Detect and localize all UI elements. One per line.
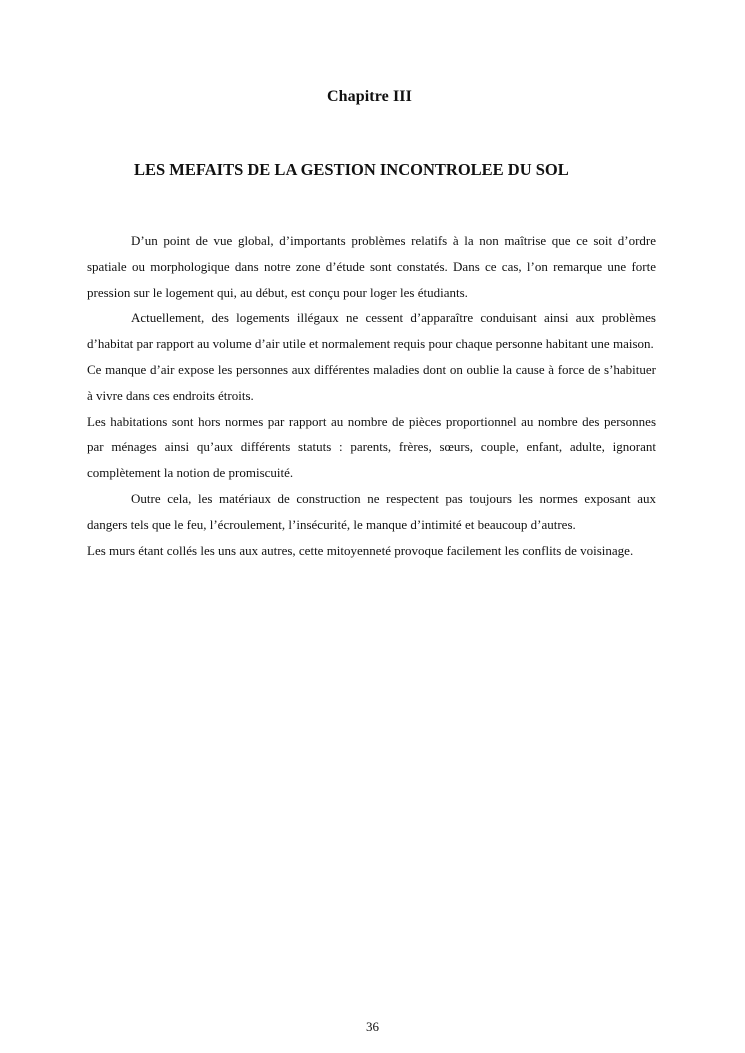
paragraph-5: Outre cela, les matériaux de construction ne respectent pas toujours les normes exposant aux dangers tels que le feu, l’écroulement, l’insécurité, le manque d’intimité et beaucoup d’autres. — [87, 490, 656, 532]
chapter-heading — [0, 88, 745, 106]
body-text — [87, 228, 656, 563]
chapter-title: LES MEFAITS DE LA GESTION INCONTROLEE DU SOL — [134, 160, 569, 179]
paragraph-3: Ce manque d’air expose les personnes aux différentes maladies dont on oublie la cause à force de s’habituer à vivre dans ces endroits étroits. — [87, 361, 656, 403]
page-number: 36 — [366, 1019, 379, 1034]
chapter-label: Chapitre III — [327, 88, 412, 105]
paragraph-1: D’un point de vue global, d’importants problèmes relatifs à la non maîtrise que ce soit d’ordre spatiale ou morphologique dans notre zone d’étude sont constatés. Dans ce cas, l’on remarque une forte pression sur le logement qui, au début, est conçu pour loger les étudiants. — [87, 233, 656, 300]
paragraph-2: Actuellement, des logements illégaux ne cessent d’apparaître conduisant ainsi aux problèmes d’habitat par rapport au volume d’air utile et normalement requis pour chaque personne habitant une maison. — [87, 310, 656, 352]
paragraph-4: Les habitations sont hors normes par rapport au nombre de pièces proportionnel au nombre des personnes par ménages ainsi qu’aux différents statuts : parents, frères, sœurs, couple, enfant, adulte, ignorant complètement la notion de promiscuité. — [87, 413, 656, 481]
paragraph-6: Les murs étant collés les uns aux autres, cette mitoyenneté provoque facilement les conflits de voisinage. — [87, 542, 634, 558]
